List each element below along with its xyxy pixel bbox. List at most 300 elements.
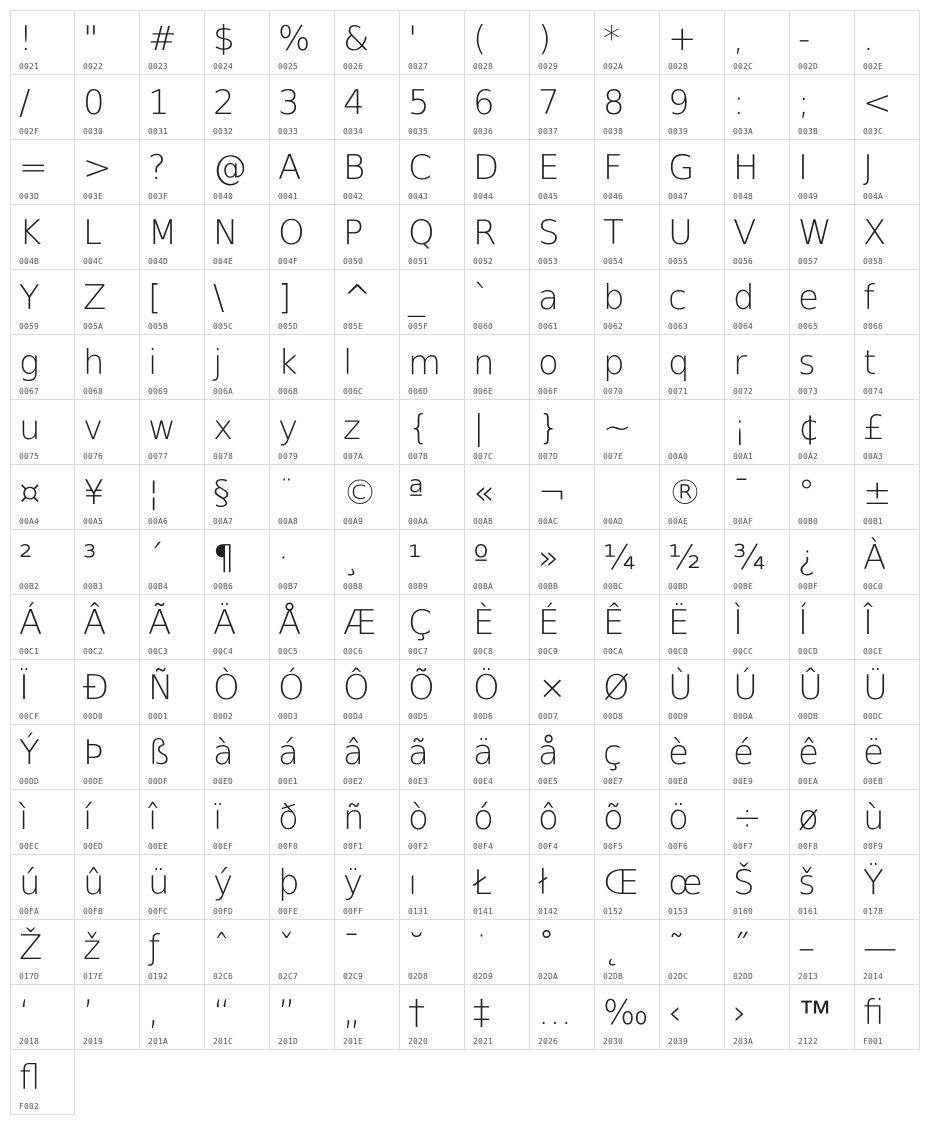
glyph-character: Ä bbox=[213, 603, 237, 643]
glyph-character: ‘ bbox=[19, 993, 30, 1033]
glyph-codepoint-label: 00EA bbox=[798, 777, 819, 786]
glyph-character: ‰ bbox=[603, 993, 649, 1033]
glyph-codepoint-label: 00AA bbox=[408, 517, 429, 526]
glyph-character: N bbox=[213, 213, 239, 253]
glyph-codepoint-label: 0075 bbox=[19, 452, 40, 461]
glyph-character: T bbox=[603, 213, 624, 253]
glyph-character: ë bbox=[863, 733, 884, 773]
glyph-codepoint-label: 002E bbox=[863, 62, 884, 71]
glyph-cell bbox=[270, 140, 335, 205]
glyph-character: < bbox=[863, 83, 892, 123]
glyph-cell bbox=[205, 465, 270, 530]
glyph-cell bbox=[10, 140, 75, 205]
glyph-cell bbox=[595, 855, 660, 920]
glyph-codepoint-label: 0153 bbox=[668, 907, 689, 916]
glyph-codepoint-label: 00AD bbox=[603, 517, 624, 526]
glyph-cell bbox=[530, 790, 595, 855]
glyph-codepoint-label: 0027 bbox=[408, 62, 429, 71]
glyph-cell bbox=[790, 335, 855, 400]
glyph-cell bbox=[75, 75, 140, 140]
glyph-codepoint-label: 02DD bbox=[733, 972, 754, 981]
glyph-character: ò bbox=[408, 798, 429, 838]
glyph-character: ÿ bbox=[343, 863, 364, 903]
glyph-cell bbox=[530, 400, 595, 465]
glyph-cell bbox=[205, 530, 270, 595]
glyph-cell bbox=[855, 985, 920, 1050]
glyph-codepoint-label: 007C bbox=[473, 452, 494, 461]
glyph-cell bbox=[855, 920, 920, 985]
glyph-codepoint-label: 007A bbox=[343, 452, 364, 461]
glyph-cell bbox=[75, 790, 140, 855]
glyph-character: ” bbox=[278, 993, 296, 1033]
glyph-character: „ bbox=[343, 993, 361, 1033]
glyph-character: c bbox=[668, 278, 687, 318]
glyph-character: ² bbox=[19, 538, 33, 578]
glyph-codepoint-label: 0060 bbox=[473, 322, 494, 331]
glyph-cell bbox=[400, 725, 465, 790]
glyph-cell bbox=[660, 855, 725, 920]
glyph-codepoint-label: 00E5 bbox=[538, 777, 559, 786]
glyph-cell bbox=[205, 75, 270, 140]
glyph-cell bbox=[140, 660, 205, 725]
glyph-cell bbox=[465, 10, 530, 75]
glyph-character: 9 bbox=[668, 83, 690, 123]
glyph-codepoint-label: 00F8 bbox=[798, 842, 819, 851]
glyph-codepoint-label: 0056 bbox=[733, 257, 754, 266]
glyph-cell bbox=[10, 465, 75, 530]
glyph-codepoint-label: 0034 bbox=[343, 127, 364, 136]
glyph-character: ù bbox=[863, 798, 885, 838]
glyph-character: G bbox=[668, 148, 695, 188]
glyph-character: ÷ bbox=[733, 798, 762, 838]
glyph-character: ¬ bbox=[538, 473, 567, 513]
glyph-codepoint-label: 00AB bbox=[473, 517, 494, 526]
glyph-cell bbox=[790, 790, 855, 855]
glyph-character: · bbox=[278, 538, 289, 578]
glyph-cell bbox=[75, 205, 140, 270]
glyph-codepoint-label: 0044 bbox=[473, 192, 494, 201]
glyph-codepoint-label: 00A2 bbox=[798, 452, 819, 461]
glyph-codepoint-label: 00A8 bbox=[278, 517, 299, 526]
glyph-codepoint-label: 00E7 bbox=[603, 777, 624, 786]
glyph-cell bbox=[530, 335, 595, 400]
glyph-cell bbox=[595, 400, 660, 465]
glyph-cell bbox=[595, 530, 660, 595]
glyph-character: l bbox=[343, 343, 353, 383]
glyph-codepoint-label: 005D bbox=[278, 322, 299, 331]
glyph-cell bbox=[465, 920, 530, 985]
glyph-codepoint-label: 00C9 bbox=[538, 647, 559, 656]
glyph-cell bbox=[790, 595, 855, 660]
glyph-codepoint-label: 2018 bbox=[19, 1037, 40, 1046]
glyph-codepoint-label: 00E3 bbox=[408, 777, 429, 786]
glyph-cell bbox=[400, 920, 465, 985]
glyph-cell bbox=[855, 725, 920, 790]
glyph-cell bbox=[660, 10, 725, 75]
glyph-character: 4 bbox=[343, 83, 365, 123]
glyph-codepoint-label: 00C8 bbox=[473, 647, 494, 656]
glyph-character: s bbox=[798, 343, 816, 383]
glyph-character: D bbox=[473, 148, 500, 188]
glyph-character: ‚ bbox=[148, 993, 159, 1033]
glyph-character: è bbox=[668, 733, 689, 773]
glyph-cell bbox=[205, 335, 270, 400]
glyph-codepoint-label: 0068 bbox=[83, 387, 104, 396]
glyph-character: ¾ bbox=[733, 538, 766, 578]
glyph-codepoint-label: 00DD bbox=[19, 777, 40, 786]
glyph-cell bbox=[530, 465, 595, 530]
glyph-codepoint-label: 006F bbox=[538, 387, 559, 396]
glyph-cell bbox=[400, 205, 465, 270]
glyph-codepoint-label: 0025 bbox=[278, 62, 299, 71]
glyph-cell bbox=[335, 985, 400, 1050]
glyph-codepoint-label: 00F6 bbox=[668, 842, 689, 851]
glyph-cell bbox=[400, 465, 465, 530]
glyph-cell bbox=[400, 530, 465, 595]
glyph-cell bbox=[205, 855, 270, 920]
glyph-cell bbox=[465, 75, 530, 140]
glyph-character: ~ bbox=[603, 408, 632, 448]
glyph-cell bbox=[660, 140, 725, 205]
glyph-cell bbox=[140, 985, 205, 1050]
glyph-character: C bbox=[408, 148, 432, 188]
glyph-cell bbox=[75, 335, 140, 400]
glyph-character: ¿ bbox=[798, 538, 817, 578]
glyph-codepoint-label: 02DB bbox=[603, 972, 624, 981]
glyph-character: 0 bbox=[83, 83, 105, 123]
glyph-codepoint-label: 006C bbox=[343, 387, 364, 396]
glyph-codepoint-label: 02C6 bbox=[213, 972, 234, 981]
glyph-cell bbox=[400, 270, 465, 335]
glyph-codepoint-label: 002F bbox=[19, 127, 40, 136]
glyph-character: . bbox=[863, 19, 874, 59]
glyph-codepoint-label: 2019 bbox=[83, 1037, 104, 1046]
glyph-character: û bbox=[83, 863, 105, 903]
glyph-cell bbox=[855, 10, 920, 75]
glyph-codepoint-label: 00BF bbox=[798, 582, 819, 591]
glyph-character: ˜ bbox=[668, 928, 685, 968]
glyph-cell bbox=[205, 10, 270, 75]
glyph-codepoint-label: 003E bbox=[83, 192, 104, 201]
glyph-codepoint-label: 0035 bbox=[408, 127, 429, 136]
glyph-codepoint-label: 0054 bbox=[603, 257, 624, 266]
glyph-codepoint-label: 006B bbox=[278, 387, 299, 396]
glyph-cell bbox=[205, 400, 270, 465]
glyph-cell bbox=[660, 920, 725, 985]
glyph-character: 2 bbox=[213, 83, 235, 123]
glyph-codepoint-label: 00FC bbox=[148, 907, 169, 916]
glyph-character: ý bbox=[213, 863, 234, 903]
glyph-character: Y bbox=[19, 278, 40, 318]
glyph-cell bbox=[595, 270, 660, 335]
glyph-cell bbox=[335, 725, 400, 790]
glyph-character: q bbox=[668, 343, 690, 383]
glyph-cell bbox=[595, 75, 660, 140]
glyph-character: º bbox=[473, 538, 490, 578]
glyph-codepoint-label: 2030 bbox=[603, 1037, 624, 1046]
glyph-codepoint-label: 0071 bbox=[668, 387, 689, 396]
glyph-codepoint-label: 00DB bbox=[798, 712, 819, 721]
glyph-codepoint-label: 002C bbox=[733, 62, 754, 71]
glyph-character: ¦ bbox=[148, 473, 160, 513]
glyph-cell bbox=[335, 75, 400, 140]
glyph-cell bbox=[335, 270, 400, 335]
glyph-codepoint-label: 00D6 bbox=[473, 712, 494, 721]
glyph-cell bbox=[75, 270, 140, 335]
glyph-codepoint-label: 00E0 bbox=[213, 777, 234, 786]
glyph-cell bbox=[855, 465, 920, 530]
glyph-character: ¸ bbox=[343, 538, 360, 578]
glyph-codepoint-label: 00B7 bbox=[278, 582, 299, 591]
glyph-character: n bbox=[473, 343, 495, 383]
glyph-cell bbox=[465, 335, 530, 400]
glyph-codepoint-label: 0078 bbox=[213, 452, 234, 461]
glyph-cell bbox=[10, 10, 75, 75]
glyph-codepoint-label: 00C0 bbox=[863, 582, 884, 591]
glyph-cell bbox=[595, 920, 660, 985]
glyph-cell bbox=[660, 530, 725, 595]
glyph-cell bbox=[10, 855, 75, 920]
glyph-codepoint-label: 00B6 bbox=[213, 582, 234, 591]
glyph-cell bbox=[205, 725, 270, 790]
glyph-cell bbox=[465, 985, 530, 1050]
glyph-cell bbox=[75, 465, 140, 530]
glyph-character: k bbox=[278, 343, 298, 383]
glyph-cell bbox=[725, 140, 790, 205]
glyph-cell bbox=[855, 75, 920, 140]
glyph-codepoint-label: 00CE bbox=[863, 647, 884, 656]
glyph-codepoint-label: 201A bbox=[148, 1037, 169, 1046]
glyph-codepoint-label: 0067 bbox=[19, 387, 40, 396]
glyph-character: W bbox=[798, 213, 832, 253]
glyph-codepoint-label: 0131 bbox=[408, 907, 429, 916]
glyph-codepoint-label: 00A0 bbox=[668, 452, 689, 461]
glyph-codepoint-label: 00FA bbox=[19, 907, 40, 916]
glyph-cell bbox=[855, 335, 920, 400]
glyph-cell bbox=[660, 205, 725, 270]
glyph-codepoint-label: 005B bbox=[148, 322, 169, 331]
glyph-codepoint-label: 005E bbox=[343, 322, 364, 331]
glyph-character: J bbox=[863, 148, 874, 188]
glyph-codepoint-label: 00AC bbox=[538, 517, 559, 526]
glyph-cell bbox=[205, 660, 270, 725]
glyph-character: Ž bbox=[19, 928, 43, 968]
glyph-codepoint-label: 00B8 bbox=[343, 582, 364, 591]
glyph-codepoint-label: 2026 bbox=[538, 1037, 559, 1046]
glyph-cell bbox=[465, 855, 530, 920]
glyph-cell bbox=[660, 595, 725, 660]
glyph-character: R bbox=[473, 213, 497, 253]
glyph-character: ' bbox=[408, 19, 418, 59]
glyph-cell bbox=[855, 270, 920, 335]
glyph-codepoint-label: 005F bbox=[408, 322, 429, 331]
glyph-codepoint-label: 00C4 bbox=[213, 647, 234, 656]
glyph-codepoint-label: 0042 bbox=[343, 192, 364, 201]
glyph-cell bbox=[270, 920, 335, 985]
glyph-codepoint-label: 0192 bbox=[148, 972, 169, 981]
glyph-codepoint-label: 00B0 bbox=[798, 517, 819, 526]
glyph-character: Ú bbox=[733, 668, 758, 708]
glyph-cell bbox=[335, 920, 400, 985]
glyph-character: Ð bbox=[83, 668, 110, 708]
glyph-codepoint-label: 00D9 bbox=[668, 712, 689, 721]
glyph-cell bbox=[140, 335, 205, 400]
glyph-cell bbox=[140, 465, 205, 530]
glyph-codepoint-label: 00AE bbox=[668, 517, 689, 526]
glyph-cell bbox=[790, 75, 855, 140]
glyph-character: × bbox=[538, 668, 567, 708]
glyph-character: ´ bbox=[148, 538, 165, 578]
glyph-character: õ bbox=[603, 798, 624, 838]
glyph-cell bbox=[400, 660, 465, 725]
glyph-codepoint-label: 003B bbox=[798, 127, 819, 136]
glyph-cell bbox=[140, 270, 205, 335]
glyph-cell bbox=[10, 270, 75, 335]
glyph-character: ª bbox=[408, 473, 425, 513]
glyph-codepoint-label: 00E4 bbox=[473, 777, 494, 786]
glyph-codepoint-label: 00FD bbox=[213, 907, 234, 916]
glyph-character: Å bbox=[278, 603, 302, 643]
glyph-cell bbox=[465, 660, 530, 725]
glyph-codepoint-label: 0069 bbox=[148, 387, 169, 396]
glyph-cell bbox=[595, 335, 660, 400]
glyph-character: h bbox=[83, 343, 105, 383]
glyph-cell bbox=[725, 855, 790, 920]
glyph-character: À bbox=[863, 538, 887, 578]
glyph-character: … bbox=[538, 993, 572, 1033]
glyph-character: Â bbox=[83, 603, 107, 643]
glyph-codepoint-label: 0022 bbox=[83, 62, 104, 71]
glyph-cell bbox=[400, 790, 465, 855]
glyph-character: ¼ bbox=[603, 538, 636, 578]
glyph-cell bbox=[530, 140, 595, 205]
glyph-codepoint-label: 006E bbox=[473, 387, 494, 396]
glyph-character: d bbox=[733, 278, 755, 318]
glyph-codepoint-label: 00AF bbox=[733, 517, 754, 526]
glyph-character: 3 bbox=[278, 83, 300, 123]
glyph-cell bbox=[75, 530, 140, 595]
glyph-codepoint-label: 00CB bbox=[668, 647, 689, 656]
glyph-character: o bbox=[538, 343, 559, 383]
glyph-cell bbox=[855, 400, 920, 465]
glyph-codepoint-label: 00A7 bbox=[213, 517, 234, 526]
glyph-character: : bbox=[733, 83, 745, 123]
glyph-codepoint-label: 00C7 bbox=[408, 647, 429, 656]
glyph-cell bbox=[140, 205, 205, 270]
glyph-character: Ó bbox=[278, 668, 305, 708]
glyph-character: ˇ bbox=[278, 928, 295, 968]
glyph-codepoint-label: 2020 bbox=[408, 1037, 429, 1046]
glyph-cell bbox=[855, 595, 920, 660]
glyph-codepoint-label: 004B bbox=[19, 257, 40, 266]
glyph-character: 7 bbox=[538, 83, 560, 123]
glyph-character: ® bbox=[668, 473, 702, 513]
glyph-cell bbox=[335, 530, 400, 595]
glyph-character: Æ bbox=[343, 603, 377, 643]
glyph-codepoint-label: 00D1 bbox=[148, 712, 169, 721]
glyph-codepoint-label: 0050 bbox=[343, 257, 364, 266]
glyph-codepoint-label: 00CD bbox=[798, 647, 819, 656]
glyph-cell bbox=[75, 660, 140, 725]
glyph-codepoint-label: 00CC bbox=[733, 647, 754, 656]
glyph-character: Œ bbox=[603, 863, 640, 903]
glyph-cell bbox=[725, 335, 790, 400]
glyph-cell bbox=[205, 270, 270, 335]
glyph-cell bbox=[270, 855, 335, 920]
glyph-cell bbox=[335, 855, 400, 920]
glyph-character: ? bbox=[148, 148, 167, 188]
glyph-cell bbox=[10, 530, 75, 595]
glyph-codepoint-label: 0021 bbox=[19, 62, 40, 71]
glyph-cell bbox=[140, 400, 205, 465]
glyph-cell bbox=[855, 855, 920, 920]
glyph-codepoint-label: 2122 bbox=[798, 1037, 819, 1046]
glyph-cell bbox=[10, 335, 75, 400]
glyph-codepoint-label: 003C bbox=[863, 127, 884, 136]
glyph-codepoint-label: 00C2 bbox=[83, 647, 104, 656]
glyph-character: ˘ bbox=[408, 928, 425, 968]
glyph-character: y bbox=[278, 408, 299, 448]
glyph-codepoint-label: 00BC bbox=[603, 582, 624, 591]
glyph-cell bbox=[205, 595, 270, 660]
glyph-character: Ô bbox=[343, 668, 370, 708]
glyph-cell bbox=[335, 465, 400, 530]
glyph-cell bbox=[140, 855, 205, 920]
glyph-character: [ bbox=[148, 278, 162, 318]
glyph-character: ˉ bbox=[343, 928, 360, 968]
glyph-codepoint-label: 00A1 bbox=[733, 452, 754, 461]
glyph-character: ( bbox=[473, 19, 487, 59]
glyph-character: } bbox=[538, 408, 560, 448]
glyph-codepoint-label: 0024 bbox=[213, 62, 234, 71]
glyph-codepoint-label: 00F4 bbox=[473, 842, 494, 851]
glyph-codepoint-label: 00C6 bbox=[343, 647, 364, 656]
glyph-codepoint-label: F002 bbox=[19, 1102, 40, 1111]
glyph-codepoint-label: 0141 bbox=[473, 907, 494, 916]
glyph-codepoint-label: 0178 bbox=[863, 907, 884, 916]
glyph-character: a bbox=[538, 278, 559, 318]
glyph-cell bbox=[725, 530, 790, 595]
glyph-cell bbox=[725, 270, 790, 335]
glyph-cell bbox=[270, 270, 335, 335]
glyph-cell bbox=[140, 725, 205, 790]
glyph-character: ł bbox=[538, 863, 548, 903]
glyph-cell bbox=[335, 140, 400, 205]
glyph-character: ³ bbox=[83, 538, 97, 578]
glyph-codepoint-label: 017D bbox=[19, 972, 40, 981]
glyph-cell bbox=[530, 10, 595, 75]
glyph-character: ! bbox=[19, 19, 33, 59]
glyph-codepoint-label: 0142 bbox=[538, 907, 559, 916]
glyph-character: ï bbox=[213, 798, 223, 838]
glyph-cell bbox=[270, 400, 335, 465]
glyph-codepoint-label: 002B bbox=[668, 62, 689, 71]
glyph-codepoint-label: 0064 bbox=[733, 322, 754, 331]
glyph-codepoint-label: 0152 bbox=[603, 907, 624, 916]
glyph-character: Ÿ bbox=[863, 863, 884, 903]
glyph-character: Õ bbox=[408, 668, 435, 708]
glyph-codepoint-label: 004F bbox=[278, 257, 299, 266]
glyph-codepoint-label: 0039 bbox=[668, 127, 689, 136]
glyph-character: B bbox=[343, 148, 366, 188]
glyph-character: \ bbox=[213, 278, 225, 318]
glyph-character: ß bbox=[148, 733, 171, 773]
glyph-character: v bbox=[83, 408, 104, 448]
glyph-character: , bbox=[733, 19, 744, 59]
glyph-codepoint-label: 00EB bbox=[863, 777, 884, 786]
glyph-cell bbox=[790, 270, 855, 335]
glyph-cell bbox=[725, 465, 790, 530]
